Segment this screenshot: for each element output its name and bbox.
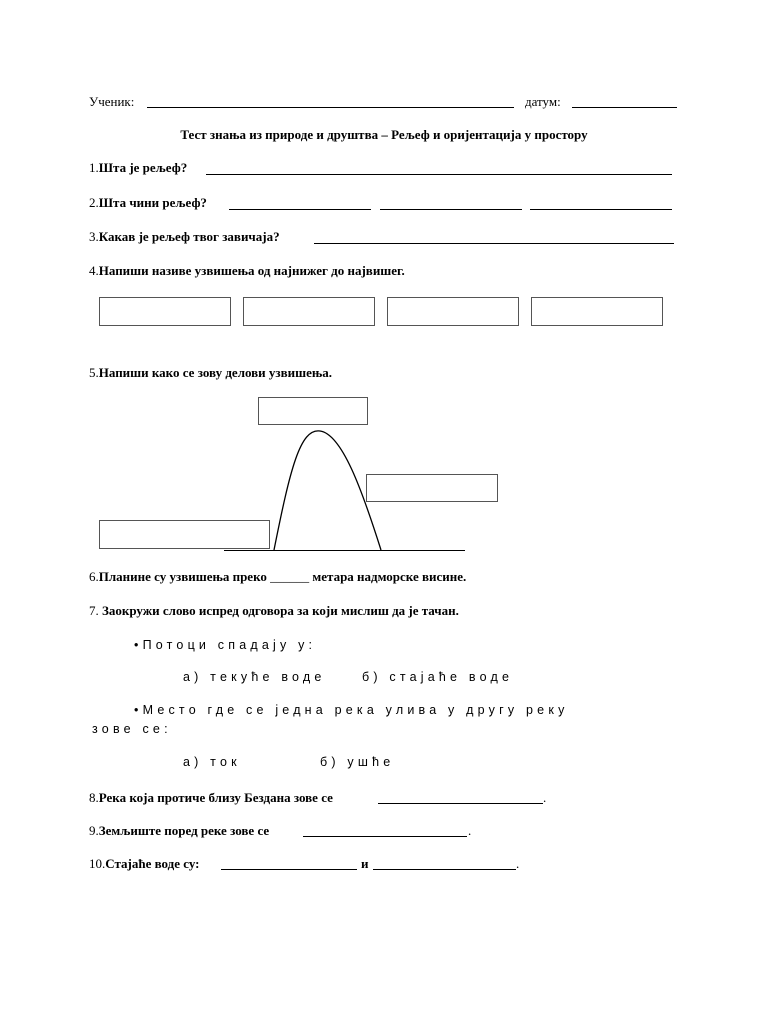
q7-item-2-prompt-cont: зове се: bbox=[92, 722, 172, 736]
slope-label-box[interactable] bbox=[366, 474, 498, 502]
conjunction: и bbox=[361, 856, 369, 871]
student-label: Ученик: bbox=[89, 94, 135, 109]
date-label: датум: bbox=[525, 94, 561, 109]
q7-item-1-prompt bbox=[134, 638, 316, 652]
period: . bbox=[516, 856, 520, 871]
answer-8-line[interactable] bbox=[378, 803, 543, 804]
question-text: Шта је рељеф? bbox=[98, 160, 188, 175]
question-6 bbox=[89, 569, 466, 585]
question-number: 9. bbox=[89, 823, 99, 838]
question-9 bbox=[89, 823, 269, 839]
prompt-text: Потоци спадају у: bbox=[142, 638, 317, 652]
question-text: Река која протиче близу Бездана зове се bbox=[98, 790, 333, 805]
period: . bbox=[543, 790, 547, 805]
question-number: 5. bbox=[89, 365, 99, 380]
bullet: • bbox=[134, 703, 143, 717]
q7-item-2-option-a[interactable]: а) ток bbox=[183, 755, 241, 769]
hill-outline bbox=[274, 431, 381, 550]
question-text: Шта чини рељеф? bbox=[98, 195, 207, 210]
question-text: Заокружи слово испред одговора за који мислиш да је тачан. bbox=[102, 603, 459, 618]
q7-item-2-option-b[interactable]: б) ушће bbox=[320, 755, 395, 769]
question-number: 3. bbox=[89, 229, 99, 244]
question-text: Напиши називе узвишења од најнижег до највишег. bbox=[98, 263, 405, 278]
q7-item-2-prompt bbox=[134, 703, 569, 717]
question-number: 4. bbox=[89, 263, 99, 278]
foot-label-box[interactable] bbox=[99, 520, 270, 549]
answer-9-line[interactable] bbox=[303, 836, 467, 837]
question-text: Напиши како се зову делови узвишења. bbox=[98, 365, 333, 380]
q7-item-1-option-b[interactable]: б) стајаће воде bbox=[362, 670, 514, 684]
prompt-text: Место где се једна река улива у другу реку bbox=[142, 703, 569, 717]
page-title: Тест знања из природе и друштва – Рељеф и оријентација у простору bbox=[180, 127, 588, 142]
q7-item-1-option-a[interactable]: а) текуће воде bbox=[183, 670, 326, 684]
question-text: Планине су узвишења преко bbox=[98, 569, 267, 584]
bullet: • bbox=[134, 638, 143, 652]
question-number: 10. bbox=[89, 856, 106, 871]
question-8 bbox=[89, 790, 333, 806]
answer-10-line-2[interactable] bbox=[373, 869, 516, 870]
question-number: 1. bbox=[89, 160, 99, 175]
question-number: 8. bbox=[89, 790, 99, 805]
period: . bbox=[468, 823, 472, 838]
answer-6-blank[interactable]: ______ bbox=[270, 569, 310, 584]
question-text-end: метара надморске висине. bbox=[312, 569, 467, 584]
summit-label-box[interactable] bbox=[258, 397, 368, 425]
question-number: 6. bbox=[89, 569, 99, 584]
question-7 bbox=[89, 603, 459, 619]
question-text: Какав је рељеф твог завичаја? bbox=[98, 229, 280, 244]
question-text: Стајаће воде су: bbox=[105, 856, 200, 871]
question-number: 2. bbox=[89, 195, 99, 210]
answer-10-line-1[interactable] bbox=[221, 869, 357, 870]
question-10 bbox=[89, 856, 200, 872]
question-text: Земљиште поред реке зове се bbox=[98, 823, 270, 838]
question-number: 7. bbox=[89, 603, 99, 618]
